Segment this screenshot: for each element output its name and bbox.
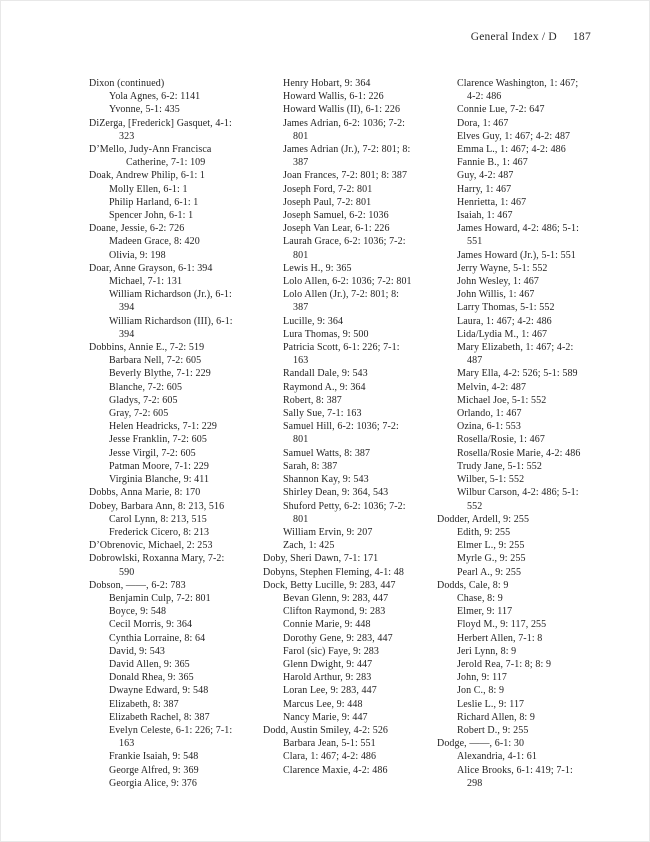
index-entry-line: Rosella/Rosie, 1: 467 xyxy=(457,434,545,446)
index-entry-line: Dodd, Austin Smiley, 4-2: 526 xyxy=(263,724,389,736)
index-entry-line: Larry Thomas, 5-1: 552 xyxy=(457,302,555,314)
index-entry-line: 394 xyxy=(119,302,135,314)
index-entry-line: Trudy Jane, 5-1: 552 xyxy=(457,460,542,472)
index-entry-line: Cecil Morris, 9: 364 xyxy=(109,619,193,631)
index-entry-line: Harold Arthur, 9: 283 xyxy=(283,672,372,684)
index-entry-line: Donald Rhea, 9: 365 xyxy=(109,672,194,684)
index-entry-line: Frankie Isaiah, 9: 548 xyxy=(109,751,199,763)
index-entry-line: Rosella/Rosie Marie, 4-2: 486 xyxy=(457,447,581,459)
index-entry-line: 387 xyxy=(293,302,309,314)
index-entry-line: Clara, 1: 467; 4-2: 486 xyxy=(283,751,377,763)
index-column-1 xyxy=(89,77,261,790)
index-entry-line: Michael, 7-1: 131 xyxy=(109,276,183,288)
index-entry-line: Elmer L., 9: 255 xyxy=(457,540,525,552)
index-entry-line: Richard Allen, 8: 9 xyxy=(457,711,535,723)
index-entry-line: Emma L., 1: 467; 4-2: 486 xyxy=(457,144,566,156)
index-entry-line: Dorothy Gene, 9: 283, 447 xyxy=(283,632,393,644)
index-entry-line: Dodder, Ardell, 9: 255 xyxy=(437,513,530,525)
index-entry-line: 163 xyxy=(293,355,309,367)
index-entry-line: Guy, 4-2: 487 xyxy=(457,170,514,182)
index-entry-line: Laurah Grace, 6-2: 1036; 7-2: xyxy=(283,236,406,248)
index-entry-line: Philip Harland, 6-1: 1 xyxy=(109,196,199,208)
index-entry-line: Cynthia Lorraine, 8: 64 xyxy=(109,632,206,644)
index-entry-line: Leslie L., 9: 117 xyxy=(457,698,525,710)
index-entry-line: Dobbins, Annie E., 7-2: 519 xyxy=(89,342,205,354)
index-entry-line: Dobbs, Anna Marie, 8: 170 xyxy=(89,487,201,499)
index-entry-line: Dobrowlski, Roxanna Mary, 7-2: xyxy=(89,553,225,565)
index-entry-line: Elizabeth, 8: 387 xyxy=(109,698,179,710)
index-entry-line: Howard Wallis, 6-1: 226 xyxy=(283,91,384,103)
index-entry-line: Floyd M., 9: 117, 255 xyxy=(457,619,547,631)
index-entry-line: 801 xyxy=(293,434,309,446)
index-entry-line: Sally Sue, 7-1: 163 xyxy=(283,408,362,420)
index-entry-line: Clarence Washington, 1: 467; xyxy=(457,78,579,89)
index-entry-line: Yvonne, 5-1: 435 xyxy=(109,104,180,116)
index-entry-line: Madeen Grace, 8: 420 xyxy=(109,236,200,248)
index-entry-line: Dock, Betty Lucille, 9: 283, 447 xyxy=(263,579,396,591)
index-entry-line: Beverly Blythe, 7-1: 229 xyxy=(109,368,211,380)
index-entry-line: Edith, 9: 255 xyxy=(457,526,511,538)
page-header xyxy=(1,31,591,43)
index-entry-line: Dodge, ——, 6-1: 30 xyxy=(437,738,525,750)
index-entry-line: James Adrian, 6-2: 1036; 7-2: xyxy=(283,117,406,129)
index-entry-line: James Adrian (Jr.), 7-2: 801; 8: xyxy=(283,144,411,156)
index-entry-line: Barbara Nell, 7-2: 605 xyxy=(109,355,202,367)
index-entry-line: Doar, Anne Grayson, 6-1: 394 xyxy=(89,262,213,274)
index-entry-line: Zach, 1: 425 xyxy=(283,540,335,552)
index-entry-line: 4-2: 486 xyxy=(467,91,502,103)
index-entry-line: 394 xyxy=(119,328,135,340)
index-entry-line: John Wesley, 1: 467 xyxy=(457,276,539,288)
index-entry-line: Wilber, 5-1: 552 xyxy=(457,474,525,486)
index-entry-line: Joan Frances, 7-2: 801; 8: 387 xyxy=(283,170,408,182)
index-entry-line: Glenn Dwight, 9: 447 xyxy=(283,658,373,670)
index-entry-line: Chase, 8: 9 xyxy=(457,592,503,604)
index-entry-line: Ozina, 6-1: 553 xyxy=(457,421,521,433)
index-entry-line: Samuel Watts, 8: 387 xyxy=(283,447,371,459)
index-entry-line: Mary Elizabeth, 1: 467; 4-2: xyxy=(457,342,574,354)
index-entry-line: Jesse Franklin, 7-2: 605 xyxy=(109,434,207,446)
index-entry-line: Lida/Lydia M., 1: 467 xyxy=(457,328,548,340)
index-entry-line: Myrle G., 9: 255 xyxy=(457,553,526,565)
index-entry-line: Farol (sic) Faye, 9: 283 xyxy=(283,645,379,657)
index-entry-line: Fannie B., 1: 467 xyxy=(457,157,528,169)
page-header-title: General Index / D xyxy=(470,31,557,43)
index-entry-line: Evelyn Celeste, 6-1: 226; 7-1: xyxy=(109,724,233,736)
index-entry-line: Wilbur Carson, 4-2: 486; 5-1: xyxy=(457,487,579,499)
index-entry-line: Howard Wallis (II), 6-1: 226 xyxy=(283,104,401,116)
index-entry-line: George Alfred, 9: 369 xyxy=(109,764,199,776)
index-entry-line: 163 xyxy=(119,738,135,750)
index-entry-line: Randall Dale, 9: 543 xyxy=(283,368,368,380)
index-entry-line: Elves Guy, 1: 467; 4-2: 487 xyxy=(457,130,571,142)
index-entry-line: Patricia Scott, 6-1: 226; 7-1: xyxy=(283,342,400,354)
index-entry-line: Shuford Petty, 6-2: 1036; 7-2: xyxy=(283,500,406,512)
index-entry-line: Lucille, 9: 364 xyxy=(283,315,344,327)
index-entry-line: Dwayne Edward, 9: 548 xyxy=(109,685,209,697)
index-entry-line: Elizabeth Rachel, 8: 387 xyxy=(109,711,210,723)
index-entry-line: Orlando, 1: 467 xyxy=(457,408,522,420)
index-entry-line: Jerold Rea, 7-1: 8; 8: 9 xyxy=(457,658,552,670)
index-entry-line: Alexandria, 4-1: 61 xyxy=(457,751,537,763)
index-entry-line: Nancy Marie, 9: 447 xyxy=(283,711,368,723)
index-entry-line: D’Obrenovic, Michael, 2: 253 xyxy=(89,540,213,552)
index-entry-line: DiZerga, [Frederick] Gasquet, 4-1: xyxy=(89,117,232,129)
index-entry-line: Doak, Andrew Philip, 6-1: 1 xyxy=(89,170,206,182)
index-entry-line: Robert, 8: 387 xyxy=(283,394,342,406)
index-entry-line: 552 xyxy=(467,500,483,512)
index-entry-line: Jon C., 8: 9 xyxy=(457,685,505,697)
index-entry-line: Carol Lynn, 8: 213, 515 xyxy=(109,513,207,525)
index-entry-line: Clifton Raymond, 9: 283 xyxy=(283,606,386,618)
index-entry-line: David Allen, 9: 365 xyxy=(109,658,190,670)
index-entry-line: Loran Lee, 9: 283, 447 xyxy=(283,685,377,697)
index-entry-line: Gladys, 7-2: 605 xyxy=(109,394,178,406)
index-entry-line: Gray, 7-2: 605 xyxy=(109,408,169,420)
index-entry-line: Catherine, 7-1: 109 xyxy=(126,157,206,169)
index-entry-line: Yola Agnes, 6-2: 1141 xyxy=(109,91,201,103)
index-entry-line: Connie Marie, 9: 448 xyxy=(283,619,371,631)
index-entry-line: Jerry Wayne, 5-1: 552 xyxy=(457,262,548,274)
index-entry-line: Laura, 1: 467; 4-2: 486 xyxy=(457,315,552,327)
index-entry-line: Henry Hobart, 9: 364 xyxy=(283,78,371,89)
index-entry-line: David, 9: 543 xyxy=(109,645,166,657)
index-entry-line: Dobey, Barbara Ann, 8: 213, 516 xyxy=(89,500,225,512)
index-entry-line: Mary Ella, 4-2: 526; 5-1: 589 xyxy=(457,368,578,380)
index-entry-line: Molly Ellen, 6-1: 1 xyxy=(109,183,188,195)
index-entry-line: Lolo Allen (Jr.), 7-2: 801; 8: xyxy=(283,289,400,301)
index-entry-line: Virginia Blanche, 9: 411 xyxy=(109,474,210,486)
index-entry-line: 487 xyxy=(467,355,483,367)
index-entry-line: Sarah, 8: 387 xyxy=(283,460,338,472)
index-entry-line: Joseph Van Lear, 6-1: 226 xyxy=(283,223,390,235)
index-entry-line: Jeri Lynn, 8: 9 xyxy=(457,645,517,657)
index-entry-line: Lolo Allen, 6-2: 1036; 7-2: 801 xyxy=(283,276,412,288)
index-entry-line: Joseph Ford, 7-2: 801 xyxy=(283,183,373,195)
index-entry-line: Boyce, 9: 548 xyxy=(109,606,167,618)
index-entry-line: 801 xyxy=(293,130,309,142)
index-entry-line: John, 9: 117 xyxy=(457,672,507,684)
index-entry-line: Marcus Lee, 9: 448 xyxy=(283,698,363,710)
index-entry-line: 590 xyxy=(119,566,135,578)
index-entry-line: 801 xyxy=(293,249,309,261)
index-entry-line: Barbara Jean, 5-1: 551 xyxy=(283,738,376,750)
index-entry-line: Samuel Hill, 6-2: 1036; 7-2: xyxy=(283,421,399,433)
index-entry-line: Jesse Virgil, 7-2: 605 xyxy=(109,447,196,459)
index-entry-line: Henrietta, 1: 467 xyxy=(457,196,527,208)
index-column-2 xyxy=(263,77,435,777)
page-number: 187 xyxy=(572,31,591,43)
index-entry-line: Frederick Cicero, 8: 213 xyxy=(109,526,210,538)
index-entry-line: Joseph Paul, 7-2: 801 xyxy=(283,196,372,208)
index-entry-line: Harry, 1: 467 xyxy=(457,183,512,195)
index-entry-line: Doane, Jessie, 6-2: 726 xyxy=(89,223,185,235)
index-entry-line: William Richardson (Jr.), 6-1: xyxy=(109,289,232,301)
index-entry-line: 298 xyxy=(467,777,483,789)
index-entry-line: James Howard (Jr.), 5-1: 551 xyxy=(457,249,576,261)
index-entry-line: Connie Lue, 7-2: 647 xyxy=(457,104,545,116)
index-entry-line: 801 xyxy=(293,513,309,525)
index-entry-line: Elmer, 9: 117 xyxy=(457,606,513,618)
index-entry-line: William Ervin, 9: 207 xyxy=(283,526,373,538)
index-column-3 xyxy=(437,77,609,790)
index-entry-line: Helen Headricks, 7-1: 229 xyxy=(109,421,218,433)
index-entry-line: Herbert Allen, 7-1: 8 xyxy=(457,632,543,644)
index-entry-line: Alice Brooks, 6-1: 419; 7-1: xyxy=(457,764,573,776)
index-entry-line: Dodds, Cale, 8: 9 xyxy=(437,579,509,591)
index-entry-line: John Willis, 1: 467 xyxy=(457,289,535,301)
index-entry-line: William Richardson (III), 6-1: xyxy=(109,315,233,327)
index-entry-line: Isaiah, 1: 467 xyxy=(457,210,513,222)
index-entry-line: Lewis H., 9: 365 xyxy=(283,262,352,274)
index-entry-line: Olivia, 9: 198 xyxy=(109,249,166,261)
index-entry-line: Robert D., 9: 255 xyxy=(457,724,529,736)
index-entry-line: Dixon (continued) xyxy=(89,78,165,89)
index-entry-line: Blanche, 7-2: 605 xyxy=(109,381,183,393)
index-entry-line: James Howard, 4-2: 486; 5-1: xyxy=(457,223,579,235)
index-entry-line: Bevan Glenn, 9: 283, 447 xyxy=(283,592,389,604)
index-entry-line: Lura Thomas, 9: 500 xyxy=(283,328,369,340)
index-entry-line: Dora, 1: 467 xyxy=(457,117,509,129)
index-entry-line: Joseph Samuel, 6-2: 1036 xyxy=(283,210,389,222)
index-entry-line: Melvin, 4-2: 487 xyxy=(457,381,527,393)
index-entry-line: Benjamin Culp, 7-2: 801 xyxy=(109,592,211,604)
index-entry-line: 551 xyxy=(467,236,483,248)
index-entry-line: 387 xyxy=(293,157,309,169)
index-entry-line: D’Mello, Judy-Ann Francisca xyxy=(89,144,212,156)
index-entry-line: Shirley Dean, 9: 364, 543 xyxy=(283,487,389,499)
index-entry-line: Spencer John, 6-1: 1 xyxy=(109,210,194,222)
index-entry-line: Dobyns, Stephen Fleming, 4-1: 48 xyxy=(263,566,404,578)
index-entry-line: Georgia Alice, 9: 376 xyxy=(109,777,198,789)
index-entry-line: 323 xyxy=(119,130,135,142)
index-entry-line: Shannon Kay, 9: 543 xyxy=(283,474,369,486)
index-entry-line: Michael Joe, 5-1: 552 xyxy=(457,394,547,406)
index-entry-line: Pearl A., 9: 255 xyxy=(457,566,522,578)
index-entry-line: Clarence Maxie, 4-2: 486 xyxy=(283,764,388,776)
index-entry-line: Raymond A., 9: 364 xyxy=(283,381,366,393)
index-entry-line: Dobson, ——, 6-2: 783 xyxy=(89,579,186,591)
index-entry-line: Doby, Sheri Dawn, 7-1: 171 xyxy=(263,553,379,565)
index-entry-line: Patman Moore, 7-1: 229 xyxy=(109,460,209,472)
